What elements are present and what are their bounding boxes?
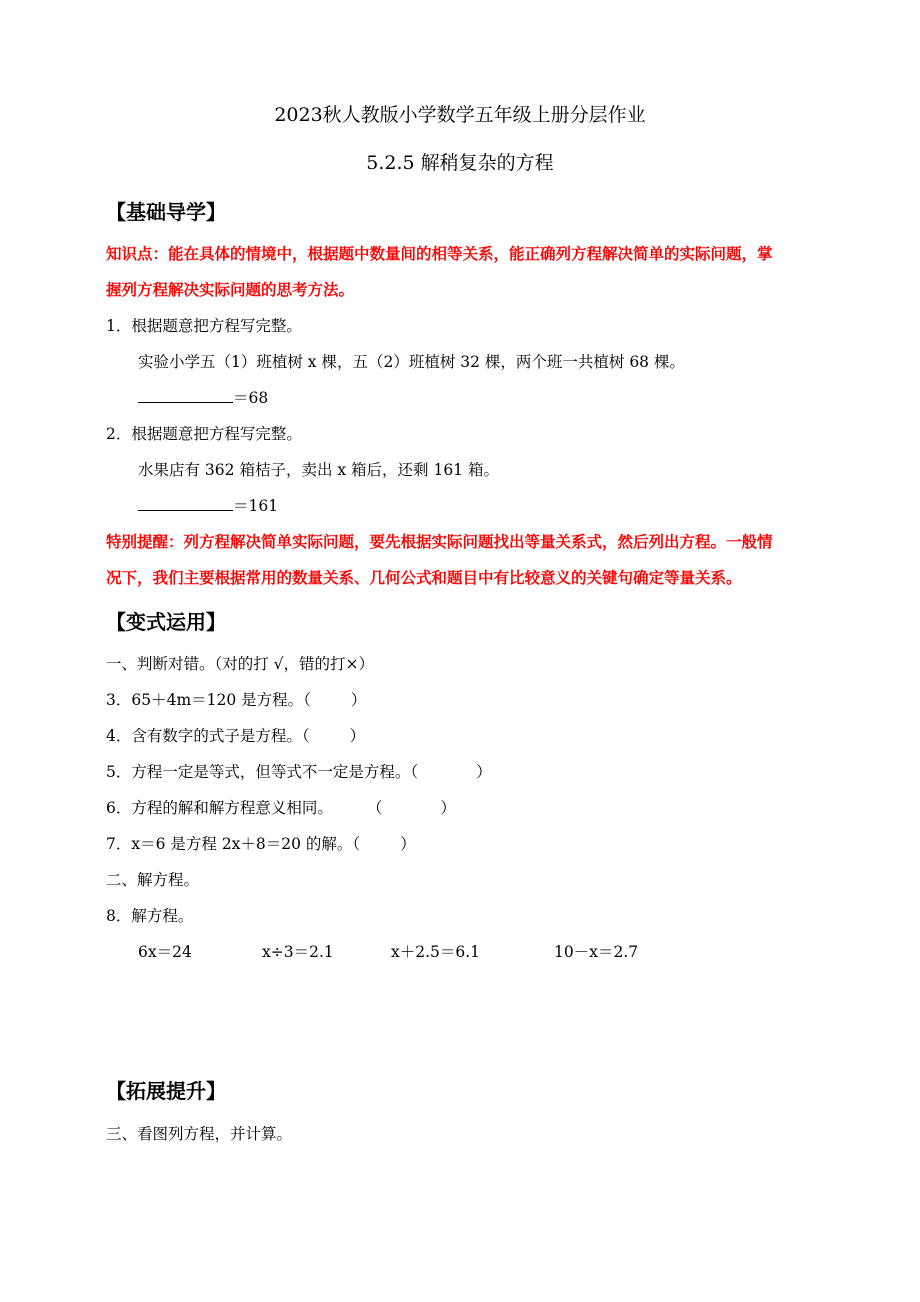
- question-5-text: 5．方程一定是等式，但等式不一定是方程。（: [106, 763, 419, 781]
- question-7-text: 7．x＝6 是方程 2x＋8＝20 的解。（: [106, 835, 361, 853]
- equation-item: 6x＝24: [138, 943, 192, 961]
- knowledge-point-line1: 知识点：能在具体的情境中，根据题中数量间的相等关系，能正确列方程解决简单的实际问题，掌: [106, 245, 773, 263]
- equation-item: 10－x＝2.7: [554, 943, 639, 961]
- question-1-prompt: 1．根据题意把方程写完整。: [106, 317, 302, 335]
- tip-line2: 况下，我们主要根据常用的数量关系、几何公式和题目中有比较意义的关键句确定等量关系。: [106, 569, 742, 587]
- equation-item: x＋2.5＝6.1: [391, 943, 481, 961]
- equation-tail: ＝68: [233, 389, 269, 407]
- page-subtitle: 5.2.5 解稍复杂的方程: [366, 152, 554, 174]
- question-1-text: 实验小学五（1）班植树 x 棵，五（2）班植树 32 棵，两个班一共植树 68 棵。: [138, 353, 685, 371]
- knowledge-point-line2: 握列方程解决实际问题的思考方法。: [106, 281, 355, 299]
- question-5: [106, 760, 492, 782]
- part-1-title: 一、判断对错。（对的打 √，错的打×）: [106, 655, 375, 673]
- question-4: [106, 724, 365, 746]
- section-heading-variation: 【变式运用】: [106, 610, 226, 634]
- close-paren: ）: [400, 835, 416, 853]
- question-6: [106, 796, 456, 818]
- close-paren: ）: [350, 691, 367, 709]
- part-3-title: 三、看图列方程，并计算。: [106, 1125, 293, 1143]
- question-2-equation: [138, 494, 278, 516]
- question-4-text: 4．含有数字的式子是方程。（: [106, 727, 310, 745]
- close-paren: ）: [440, 799, 456, 817]
- answer-blank[interactable]: [138, 388, 233, 403]
- page-title: 2023秋人教版小学数学五年级上册分层作业: [274, 104, 646, 126]
- equation-tail: ＝161: [233, 497, 279, 515]
- close-paren: ）: [349, 727, 366, 745]
- close-paren: ）: [476, 763, 492, 781]
- question-2-prompt: 2．根据题意把方程写完整。: [106, 425, 302, 443]
- question-2-text: 水果店有 362 箱桔子，卖出 x 箱后，还剩 161 箱。: [138, 461, 499, 479]
- question-1-equation: [138, 386, 268, 408]
- part-2-title: 二、解方程。: [106, 871, 200, 889]
- open-paren: （: [366, 799, 383, 817]
- question-3-text: 3．65＋4m＝120 是方程。（: [106, 691, 311, 709]
- question-6-text: 6．方程的解和解方程意义相同。: [106, 799, 333, 817]
- question-8-prompt: 8．解方程。: [106, 907, 194, 925]
- section-heading-extension: 【拓展提升】: [106, 1079, 226, 1103]
- section-heading-basic: 【基础导学】: [106, 200, 226, 224]
- answer-blank[interactable]: [138, 496, 233, 511]
- question-3: [106, 688, 366, 710]
- question-7: [106, 832, 416, 854]
- tip-line1: 特别提醒：列方程解决简单实际问题，要先根据实际问题找出等量关系式，然后列出方程。一般情: [106, 533, 773, 551]
- equation-item: x÷3＝2.1: [262, 943, 334, 961]
